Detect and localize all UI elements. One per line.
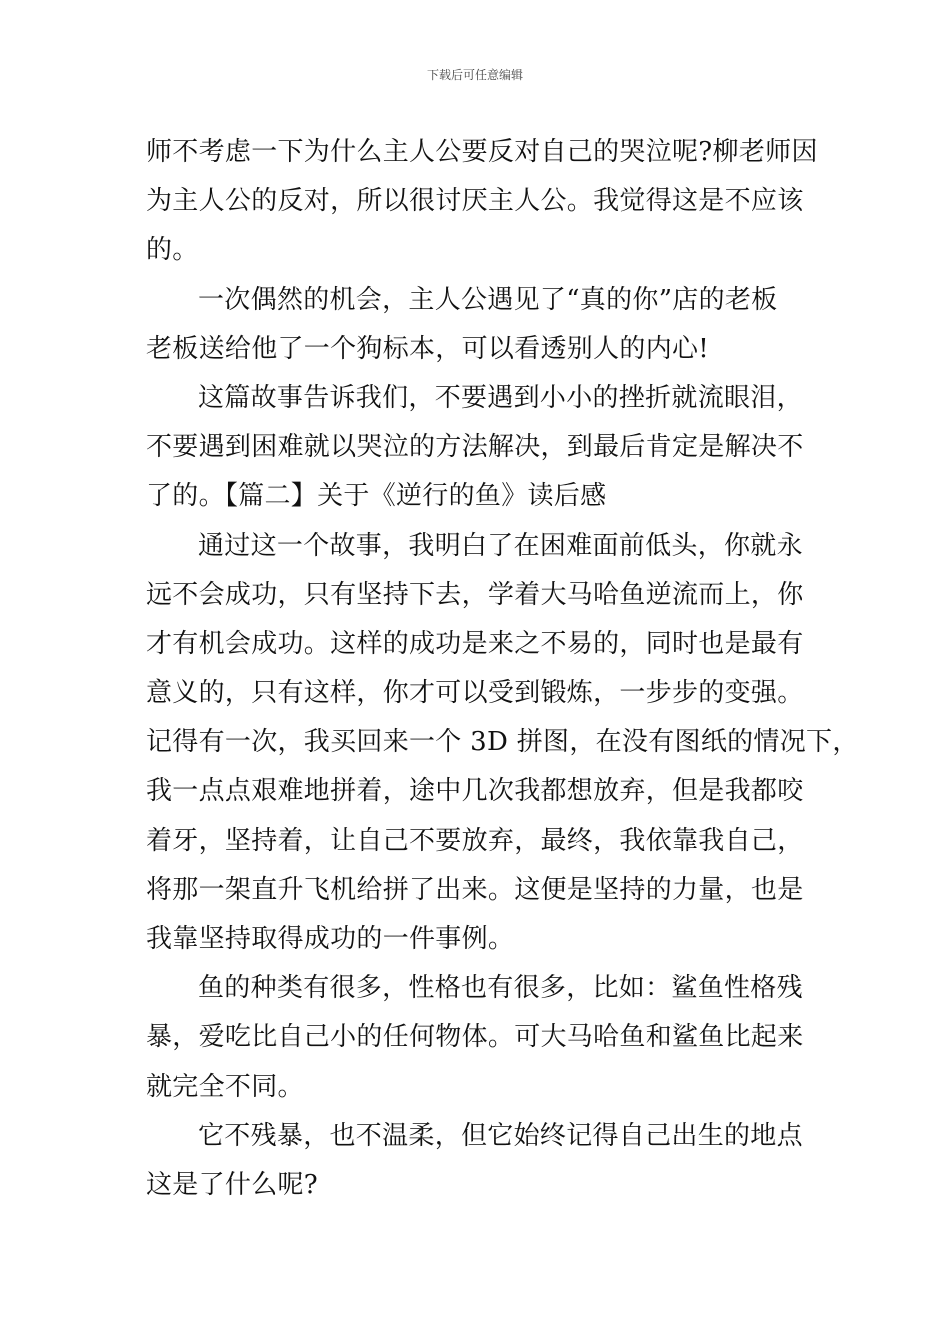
- text-line: 这是了什么呢?: [146, 1169, 319, 1200]
- text-line: 为主人公的反对，所以很讨厌主人公。我觉得这是不应该: [146, 186, 804, 217]
- text-line: 记得有一次，我买回来一个 3D 拼图，在没有图纸的情况下，: [146, 727, 859, 758]
- document-body: [146, 128, 859, 1210]
- text-line: 就完全不同。: [146, 1071, 304, 1102]
- paragraph-start-line: 鱼的种类有很多，性格也有很多，比如：鲨鱼性格残: [198, 973, 803, 1004]
- paragraph-start-line: 通过这一个故事，我明白了在困难面前低头，你就永: [198, 530, 803, 561]
- text-line: 不要遇到困难就以哭泣的方法解决，到最后肯定是解决不: [146, 432, 804, 463]
- text-line: 暴，爱吃比自己小的任何物体。可大马哈鱼和鲨鱼比起来: [146, 1022, 804, 1053]
- text-line: 将那一架直升飞机给拼了出来。这便是坚持的力量，也是: [146, 874, 804, 905]
- section-heading-line: 了的。【篇二】关于《逆行的鱼》读后感: [146, 481, 607, 512]
- text-line: 意义的，只有这样，你才可以受到锻炼，一步步的变强。: [146, 678, 804, 709]
- text-line: 着牙，坚持着，让自己不要放弃，最终，我依靠我自己，: [146, 825, 804, 856]
- text-line: 我一点点艰难地拼着，途中几次我都想放弃，但是我都咬: [146, 776, 804, 807]
- text-line: 的。: [146, 235, 199, 266]
- paragraph-start-line: 一次偶然的机会，主人公遇见了“真的你”店的老板: [198, 284, 778, 315]
- text-line: 才有机会成功。这样的成功是来之不易的，同时也是最有: [146, 628, 804, 659]
- page-header: 下载后可任意编辑: [426, 68, 523, 82]
- paragraph-start-line: 它不残暴，也不温柔，但它始终记得自己出生的地点: [198, 1120, 803, 1151]
- text-line: 师不考虑一下为什么主人公要反对自己的哭泣呢?柳老师因: [146, 137, 818, 167]
- text-line: 老板送给他了一个狗标本，可以看透别人的内心!: [146, 333, 710, 364]
- paragraph-start-line: 这篇故事告诉我们，不要遇到小小的挫折就流眼泪，: [198, 382, 803, 413]
- text-line: 我靠坚持取得成功的一件事例。: [146, 924, 515, 954]
- text-line: 远不会成功，只有坚持下去，学着大马哈鱼逆流而上，你: [146, 579, 804, 610]
